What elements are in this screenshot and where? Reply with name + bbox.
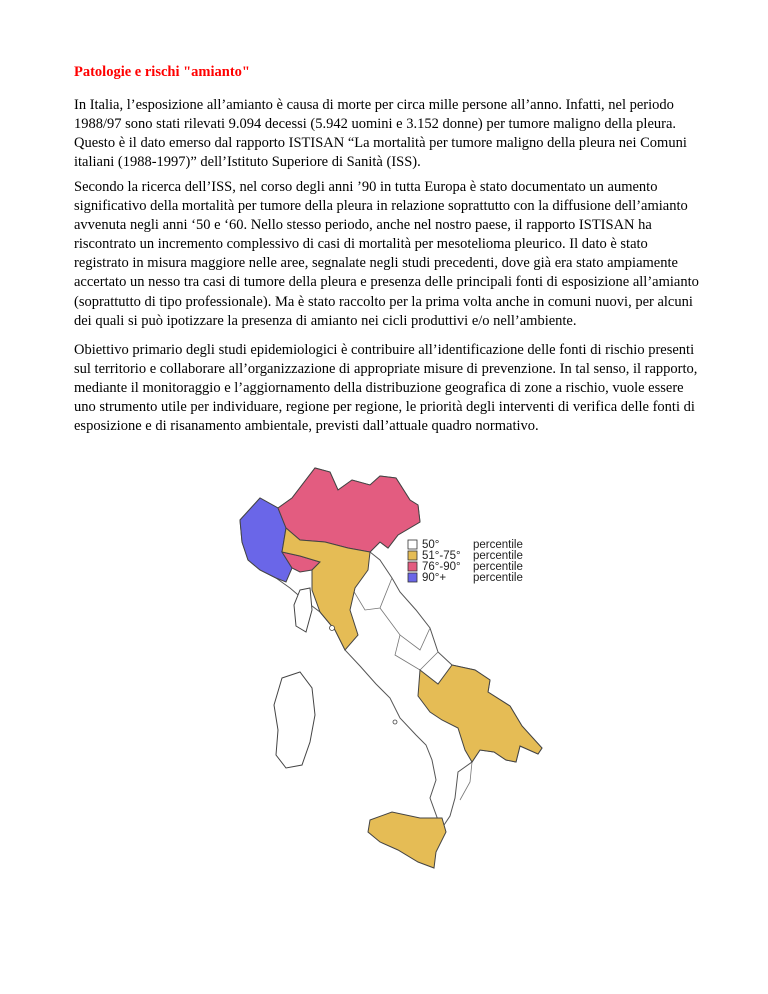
legend-suffix-3: percentile: [473, 572, 523, 584]
region-sardegna: [274, 672, 315, 768]
legend-swatch-0: [408, 540, 417, 549]
legend-label-3: 90°+: [422, 572, 447, 584]
region-sicilia: [368, 812, 446, 868]
map-svg: [220, 460, 570, 910]
paragraph-1: In Italia, l’esposizione all’amianto è causa di morte per circa mille persone all’anno. Infatti, nel periodo 1988/97 sono stati rilevati 9.094 decessi (5.942 uomini e 3.152 donne) per tumore maligno della pleura. Questo è il dato emerso dal rapporto ISTISAN “La mortalità per tumore maligno della pleura nei Comuni italiani (1988-1997)” dell’Istituto Superiore di Sanità (ISS).: [74, 97, 687, 171]
legend-label-1: 51°-75°: [422, 550, 461, 562]
island-corsica: [294, 588, 312, 632]
legend-suffix-1: percentile: [473, 550, 523, 562]
legend-swatch-3: [408, 573, 417, 582]
paragraph-2: Secondo la ricerca dell’ISS, nel corso degli anni ’90 in tutta Europa è stato documentato un aumento significativo della mortalità per tumore della pleura in relazione soprattutto con la diffusione dell’amianto avvenuta negli anni ‘50 e ‘60. Nello stesso periodo, anche nel nostro paese, il rapporto ISTISAN ha riscontrato un incremento complessivo di casi di mortalità per mesotelioma pleurico. Il dato è stato registrato in misura maggiore nelle aree, segnalate negli studi precedenti, dove già era stato ampiamente accertato un nesso tra casi di tumore della pleura e presenza delle principali fonti di esposizione all’amianto (soprattutto di tipo professionale). Ma è stato raccolto per la prima volta anche in comuni nuovi, per alcuni dei quali si può ipotizzare la presenza di amianto nei cicli produttivi e/o nell’ambiente.: [74, 179, 699, 329]
legend-label-0: 50°: [422, 539, 440, 551]
island-elba: [330, 626, 335, 631]
document-title: Patologie e rischi "amianto": [74, 64, 250, 80]
legend-swatch-1: [408, 551, 417, 560]
island-ischia: [393, 720, 397, 724]
legend-label-2: 76°-90°: [422, 561, 461, 573]
legend-suffix-2: percentile: [473, 561, 523, 573]
italy-mortality-map: [220, 460, 570, 910]
map-legend: [408, 539, 523, 584]
legend-swatch-2: [408, 562, 417, 571]
legend-suffix-0: percentile: [473, 539, 523, 551]
paragraph-3: Obiettivo primario degli studi epidemiologici è contribuire all’identificazione delle fonti di rischio presenti sul territorio e collaborare all’organizzazione di appropriate misure di prevenzione. In tal senso, il rapporto, mediante il monitoraggio e l’aggiornamento della distribuzione geografica di zone a rischio, vuole essere uno strumento utile per individuare, regione per regione, le priorità degli interventi di verifica delle fonti di esposizione e di risanamento ambientale, previsti dall’attuale quadro normativo.: [74, 342, 698, 435]
